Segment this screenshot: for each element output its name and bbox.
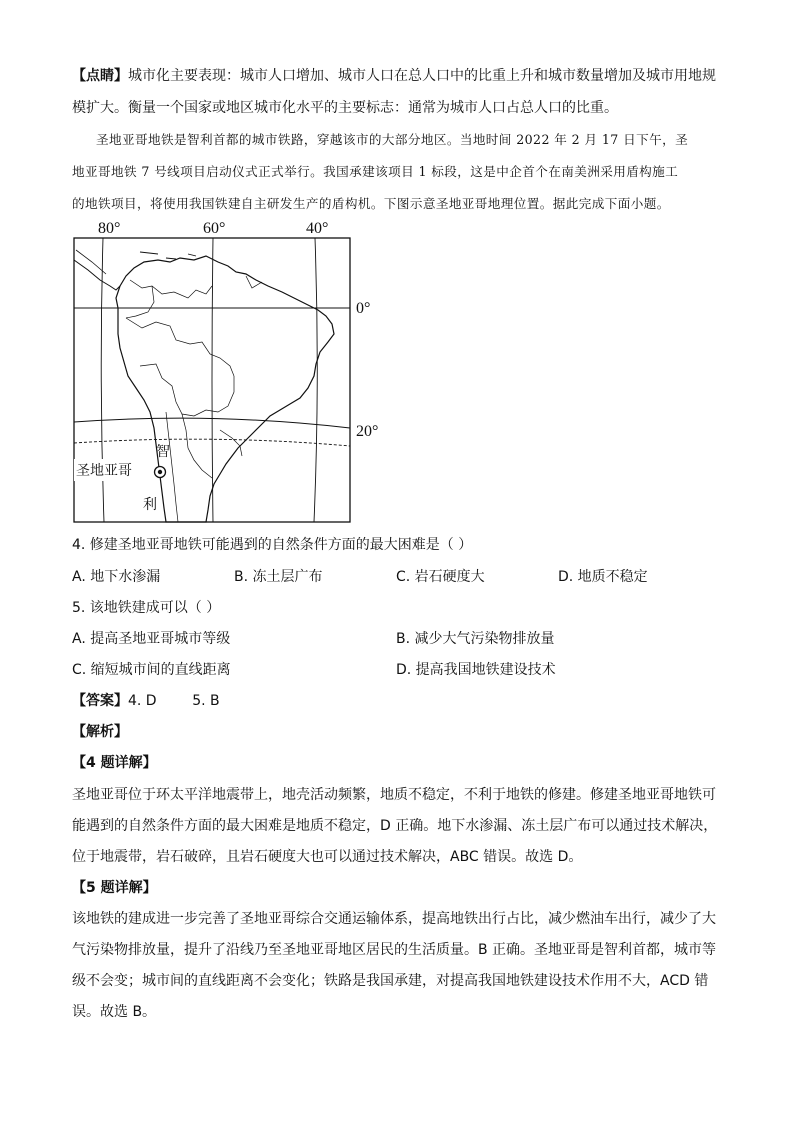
q5-stem: 5. 该地铁建成可以（ ） xyxy=(72,600,221,616)
passage-line-2: 地亚哥地铁 7 号线项目启动仪式正式举行。我国承建该项目 1 标段，这是中企首个在南美洲采用盾构施工 xyxy=(72,164,679,179)
central-america-coast xyxy=(74,260,120,290)
passage-line-3: 的地铁项目，将使用我国铁建自主研发生产的盾构机。下图示意圣地亚哥地理位置。据此完成下面小题。 xyxy=(72,196,670,211)
dianjing-line-2: 模扩大。衡量一个国家或地区城市化水平的主要标志：通常为城市人口占总人口的比重。 xyxy=(72,100,618,116)
q5-option-d: D. 提高我国地铁建设技术 xyxy=(396,662,556,678)
detail4-line-2: 能遇到的自然条件方面的最大困难是地质不稳定，D 正确。地下水渗漏、冻土层广布可以通过技术解决， xyxy=(72,818,718,834)
q4-option-d: D. 地质不稳定 xyxy=(558,569,648,585)
south-america-outline xyxy=(116,256,334,522)
detail5-line-4: 误。故选 B。 xyxy=(72,1004,157,1020)
santiago-label: 圣地亚哥 xyxy=(76,463,132,479)
chile-label-1: 智 xyxy=(156,444,170,460)
answer-text: 4. D 5. B xyxy=(128,693,220,709)
detail5-line-1: 该地铁的建成进一步完善了圣地亚哥综合交通运输体系，提高地铁出行占比，减少燃油车出行，减少了大 xyxy=(72,911,716,927)
detail5-line-2: 气污染物排放量，提升了沿线乃至圣地亚哥地区居民的生活质量。B 正确。圣地亚哥是智利首都，城市等 xyxy=(72,942,717,958)
q5-option-c: C. 缩短城市间的直线距离 xyxy=(72,662,231,678)
q4-stem: 4. 修建圣地亚哥地铁可能遇到的自然条件方面的最大困难是（ ） xyxy=(72,537,473,553)
south-america-map xyxy=(70,216,379,526)
border-argentina xyxy=(182,414,212,478)
q5-option-a: A. 提高圣地亚哥城市等级 xyxy=(72,631,231,647)
lat-label-0: 0° xyxy=(356,300,371,317)
border-amazon xyxy=(126,318,234,376)
lon-label-40: 40° xyxy=(306,220,329,237)
detail4-line-3: 位于地震带，岩石破碎，且岩石硬度大也可以通过技术解决，ABC 错误。故选 D。 xyxy=(72,849,583,865)
q5-option-b: B. 减少大气污染物排放量 xyxy=(396,631,555,647)
santiago-marker-dot xyxy=(158,470,162,474)
meridian-40 xyxy=(314,238,317,522)
analysis-tag: 【解析】 xyxy=(72,724,128,740)
dianjing-line-1 xyxy=(72,66,716,86)
q4-option-b: B. 冻土层广布 xyxy=(234,569,323,585)
central-america-inner xyxy=(76,250,106,274)
dianjing-tag: 【点睛】 xyxy=(72,68,128,84)
detail5-line-3: 级不会变；城市间的直线距离不会变化；铁路是我国承建，对提高我国地铁建设技术作用不大，ACD 错 xyxy=(72,973,709,989)
detail4-line-1: 圣地亚哥位于环太平洋地震带上，地壳活动频繁，地质不稳定，不利于地铁的修建。修建圣地亚哥地铁可 xyxy=(72,787,716,803)
border-uruguay xyxy=(220,430,242,456)
answer-tag: 【答案】 xyxy=(72,693,128,709)
detail4-tag: 【4 题详解】 xyxy=(72,755,157,771)
chile-label-2: 利 xyxy=(143,497,157,513)
border-bolivia xyxy=(140,364,234,416)
detail5-tag: 【5 题详解】 xyxy=(72,880,157,896)
dianjing-text-1: 城市化主要表现：城市人口增加、城市人口在总人口中的比重上升和城市数量增加及城市用地规 xyxy=(128,68,716,84)
caribbean-islands xyxy=(140,252,196,259)
meridian-60 xyxy=(212,238,213,522)
lon-label-80: 80° xyxy=(98,220,121,237)
answer-line xyxy=(72,691,220,711)
border-colombia xyxy=(126,286,154,318)
lon-label-60: 60° xyxy=(203,220,226,237)
q4-option-c: C. 岩石硬度大 xyxy=(396,569,485,585)
border-chile xyxy=(166,412,178,522)
lat-label-20: 20° xyxy=(356,423,379,440)
border-north xyxy=(130,280,212,298)
q4-option-a: A. 地下水渗漏 xyxy=(72,569,161,585)
passage-line-1: 圣地亚哥地铁是智利首都的城市铁路，穿越该市的大部分地区。当地时间 2022 年 2 月 17 日下午，圣 xyxy=(96,132,689,147)
